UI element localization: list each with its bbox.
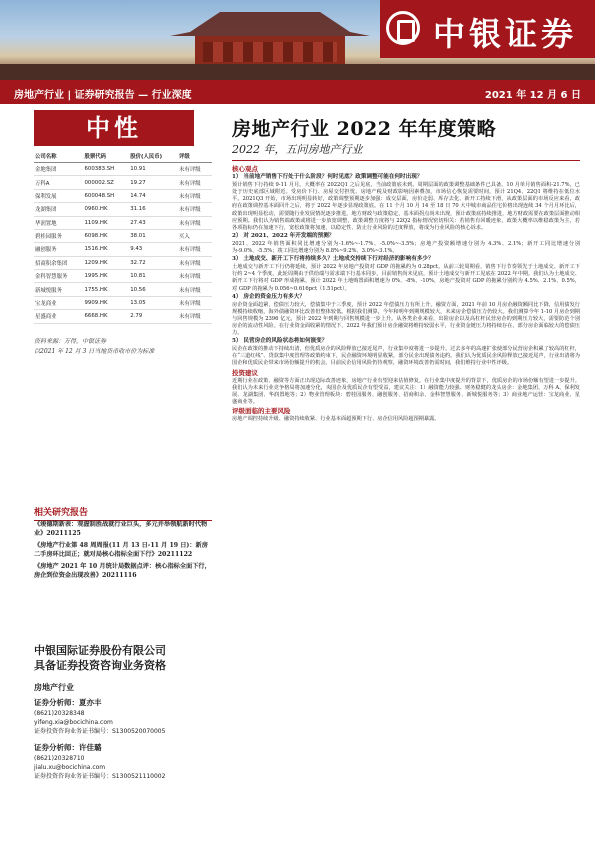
table-cell: 000002.SZ — [83, 176, 129, 189]
analyst-cert: 证券投资咨询业务证书编号：S1300521110002 — [34, 773, 166, 780]
related-report-item[interactable]: 《房地产行业第 48 周周报(11 月 13 日-11 月 19 日)：新房二手房环比回正；就对局核心指标全面下行》20211122 — [34, 542, 208, 558]
question-heading: 3） 土地成交、新开工下行将持续多久？土地成交持续下行对经济的影响有多少？ — [232, 256, 434, 263]
table-cell: 未有评级 — [178, 256, 212, 269]
brand-name: 中银证券 — [432, 15, 577, 53]
table-cell: 新城悦服务 — [34, 283, 83, 296]
table-cell: 未有评级 — [178, 310, 212, 323]
report-category: 房地产行业 | 证券研究报告 — 行业深度 — [14, 90, 192, 101]
paragraph: 民企在政策的推动下持续出清，但优质房企的风险释放已接近尾声，行业集中度将进一步提升。过去多年的高速扩张使部分民营房企积累了较高的杠杆，在“三道红线”、贷款集中度管理等政策约束下，民企融资环境明显收紧，部分民企出现债务违约。我们认为优质民企风险释放已接近尾声，行业出清将为国企和优质民企带来市场份额提升的机会。目前民企信用风险仍待观察，融资环境改善仍需时间，我们维持行业中性评级。 — [232, 346, 580, 367]
firm-name-line: 中银国际证券股份有限公司 — [34, 644, 166, 657]
analyst-phone: (8621)20328710 — [34, 755, 85, 762]
section-heading: 投资建议 — [232, 368, 258, 377]
analyst-block — [34, 697, 214, 736]
related-reports-title: 相关研究报告 — [34, 505, 212, 521]
stock-table-header: 股票代码 — [83, 150, 129, 163]
table-cell: 未有评级 — [178, 283, 212, 296]
table-cell: 金地集团 — [34, 163, 83, 176]
table-row — [34, 189, 212, 202]
question-heading: 5） 民营房企的风险状态将如何演变？ — [232, 338, 328, 345]
title-divider — [232, 160, 580, 161]
table-row — [34, 256, 212, 269]
table-cell: 保利发展 — [34, 189, 83, 202]
table-cell: 10.81 — [129, 270, 178, 283]
analyst-name: 证券分析师：夏亦丰 — [34, 698, 102, 707]
paragraph: 房企资金面趋紧，偿债压力较大，偿债集中于三季度，预计 2022 年偿债压力有所上升。融资方面，2021 年前 10 月房企融资额同比下降，信用债发行规模持续收缩，海外债融资环比改善但整体较低。根据我们测算，今年和明年到期规模较大，未来房企偿债压力仍较大。我们测算今年 1-10 月房企到期与回售规模为 2396 亿元，预计 2022 年到期与回售规模进一步上升。从各类企业来看，出险房企以及高杠杆民营房企的到期压力较大，需要防范个别房企的流动性风险。在行业资金面收紧的情况下，2022 年我们预计房企融资将维持较弱水平，行业资金链压力将持续存在，部分房企面临较大的偿债压力。 — [232, 301, 580, 337]
table-cell: 龙湖集团 — [34, 203, 83, 216]
stock-table-header: 股价(人民币) — [129, 150, 178, 163]
report-date: 2021 年 12 月 6 日 — [484, 90, 581, 101]
table-cell: 10.91 — [129, 163, 178, 176]
table-row — [34, 243, 212, 256]
report-subtitle: 2022 年，五问房地产行业 — [232, 143, 363, 156]
table-cell: 1516.HK — [83, 243, 129, 256]
industry-label: 房地产行业 — [34, 682, 74, 692]
table-cell: 32.72 — [129, 256, 178, 269]
paragraph: 土地成交与新开工下行仍将延续，预计 2022 年房地产投资对 GDP 的拖累约为 0.28pct。从前三轮周期看，销售下行节奏领先于土地成交、新开工下行约 2~4 个季度，此轮周期由于供给端与需求端下行基本同步，目前销售尚未见底，预计土地成交与新开工见底在 2022 年中期。我们认为土地成交、新开工下行将对 GDP 形成拖累，预计 2022 年土地购置面积增速为 0%、-8%、-10%，房地产投资对 GDP 的拖累分别约为 4.5%、2.1%、0.5%，对 GDP 的拖累为 0.056~0.616pct（1.51pct）。 — [232, 264, 580, 292]
table-row — [34, 216, 212, 229]
ground-image — [0, 64, 595, 80]
paragraph: 2021、2022 年销售面积同比增速分别为-1.6%~-1.7%、-5.0%~-3.5%；房地产投资额增速分别为 4.3%、2.1%；新开工同比增速分别为-9.0%、-5.5%；竣工同比增速分别为 8.8%~9.2%、3.0%~3.1%。 — [232, 240, 580, 255]
question-heading: 1） 当前地产销售下行处于什么阶段？何时见底？政策调整可能在何时出现？ — [232, 174, 423, 181]
section-heading: 评级面临的主要风险 — [232, 407, 291, 415]
paragraph: 预计销售下行持续 9-11 月月。大概率在 2022Q1 之后见底，当前政策底未到。周期层面的政策调整基础条件已具备。10 月单月销售面积-21.7%，已处于历史底部区域附近。受房价下行、房屋交付担忧、房地产税及财政影响因素叠加，市场信心恢复需要时间，预计 21Q4、22Q1 将维持在低位水平。2021Q3 开始，市场出现明显转好，政策调整预期逐步加强：成交层面，房价走弱、库存去化、新开工持续下滑，从政策层面的市场反应来看，政府在政策调控基本面回升之后，将于 2022 年逐步显现政策底。在 11 个月 10 月 14 至 18 日 70 大中城市商品住宅价格出现连续 34 个月月环比后，政策出现明显松动，需要随行业发展情况逐步推进。地方财政与政策稳定，基本面拐点尚未出现，预计政策底持续推进，地方财政需要在政策层面推动相应预期。我们认为销售端政策或将进一步放宽调整，政策调整力度将与 22Q2 指标情况密切相关：若销售有回暖迹象，政策大概率以维稳政策为主，若各项指标仍在加速下行，宽松政策将加速，以稳定性、防止行业风险的过度释放，将成为行业风险的核心诉求。 — [232, 182, 580, 231]
question-heading: 2） 对 2021、2022 年开发端的预测？ — [232, 232, 335, 239]
bank-logo-icon — [386, 11, 420, 45]
table-row — [34, 203, 212, 216]
related-report-item[interactable]: 《房地产 2021 年 10 月统计局数据点评：核心指标全面下行，房企到位资金出现改善》20211116 — [34, 563, 211, 579]
table-cell: 金科智慧服务 — [34, 270, 83, 283]
table-cell: 600383.SH — [83, 163, 129, 176]
logo-box — [380, 0, 595, 58]
analyst-name: 证券分析师：许佳璐 — [34, 743, 102, 752]
analyst-email[interactable]: yifeng.xia@bocichina.com — [34, 719, 113, 726]
table-cell: 6098.HK — [83, 229, 129, 242]
source-note: 资料来源：万得，中银证券 — [34, 338, 107, 345]
stock-table-header: 公司名称 — [34, 150, 83, 163]
firm-qualification-line: 具备证券投资咨询业务资格 — [34, 659, 166, 672]
table-cell: 未有评级 — [178, 203, 212, 216]
table-cell: 10.56 — [129, 283, 178, 296]
table-cell: 买入 — [178, 229, 212, 242]
table-cell: 未有评级 — [178, 296, 212, 309]
table-cell: 2.79 — [129, 310, 178, 323]
table-cell: 万科A — [34, 176, 83, 189]
table-cell: 600048.SH — [83, 189, 129, 202]
analyst-block — [34, 742, 214, 781]
table-row — [34, 283, 212, 296]
header-subbar — [0, 80, 595, 104]
table-cell: 0960.HK — [83, 203, 129, 216]
table-row — [34, 229, 212, 242]
question-heading: 4） 房企的资金压力有多大？ — [232, 293, 305, 300]
firm-name — [34, 643, 214, 673]
table-cell: 1209.HK — [83, 256, 129, 269]
table-cell: 6668.HK — [83, 310, 129, 323]
paragraph: 房地产调控持续升级、融资持续收紧、行业基本面超预期下行、房企信用风险超预期暴露。 — [232, 416, 440, 423]
table-cell: 宝龙商业 — [34, 296, 83, 309]
table-cell: 未有评级 — [178, 216, 212, 229]
table-row — [34, 176, 212, 189]
industry-rating: 中性 — [34, 110, 194, 146]
header-banner — [0, 0, 595, 80]
table-cell: 招商积余集团 — [34, 256, 83, 269]
table-cell: 1109.HK — [83, 216, 129, 229]
table-cell: 13.05 — [129, 296, 178, 309]
table-row — [34, 296, 212, 309]
table-cell: 38.01 — [129, 229, 178, 242]
table-cell: 未有评级 — [178, 176, 212, 189]
table-cell: 9.43 — [129, 243, 178, 256]
table-cell: 1995.HK — [83, 270, 129, 283]
table-row — [34, 270, 212, 283]
table-cell: 未有评级 — [178, 189, 212, 202]
table-cell: 碧桂园服务 — [34, 229, 83, 242]
report-body — [232, 164, 580, 424]
price-note: 以2021 年 12 月 3 日当地货币收市价为标准 — [34, 348, 155, 355]
table-cell: 27.43 — [129, 216, 178, 229]
table-cell: 1755.HK — [83, 283, 129, 296]
analyst-phone: (8621)20328348 — [34, 710, 85, 717]
table-row — [34, 163, 212, 176]
stock-table-header: 评级 — [178, 150, 212, 163]
table-cell: 融创服务 — [34, 243, 83, 256]
related-reports — [34, 520, 212, 583]
table-row — [34, 310, 212, 323]
stock-table — [34, 150, 212, 324]
analyst-cert: 证券投资咨询业务证书编号：S1300520070005 — [34, 728, 166, 735]
table-cell: 未有评级 — [178, 163, 212, 176]
table-cell: 未有评级 — [178, 243, 212, 256]
paragraph: 近期行业在政策、融资等方面正出现边际改善迹象，房地产行业有望迎来估值修复。在行业集中度提升的背景下，优质房企的市场份额有望进一步提升。我们认为未来行业竞争格局将加速分化，央国企及优质民企有望受益，建议关注：1）融资能力较强、财务稳健的龙头房企：金地集团、万科 A、保利发展、龙湖集团、华润置地等；2）物业管理板块：碧桂园服务、融创服务、招商积余、金科智慧服务、新城悦服务等；3）商业地产运营：宝龙商业、星盛商业等。 — [232, 377, 580, 405]
table-cell: 未有评级 — [178, 270, 212, 283]
report-title: 房地产行业 2022 年年度策略 — [232, 118, 497, 140]
table-cell: 14.74 — [129, 189, 178, 202]
section-heading: 核心观点 — [232, 165, 258, 173]
table-cell: 19.27 — [129, 176, 178, 189]
related-report-item[interactable]: 《竣德期新表：观握制胜战就行业巨头，多元并举领航新时代物业》20211125 — [34, 521, 208, 537]
table-cell: 31.16 — [129, 203, 178, 216]
table-cell: 9909.HK — [83, 296, 129, 309]
table-cell: 华润置地 — [34, 216, 83, 229]
table-cell: 星盛商业 — [34, 310, 83, 323]
analyst-email[interactable]: jialu.xu@bocichina.com — [34, 764, 106, 771]
